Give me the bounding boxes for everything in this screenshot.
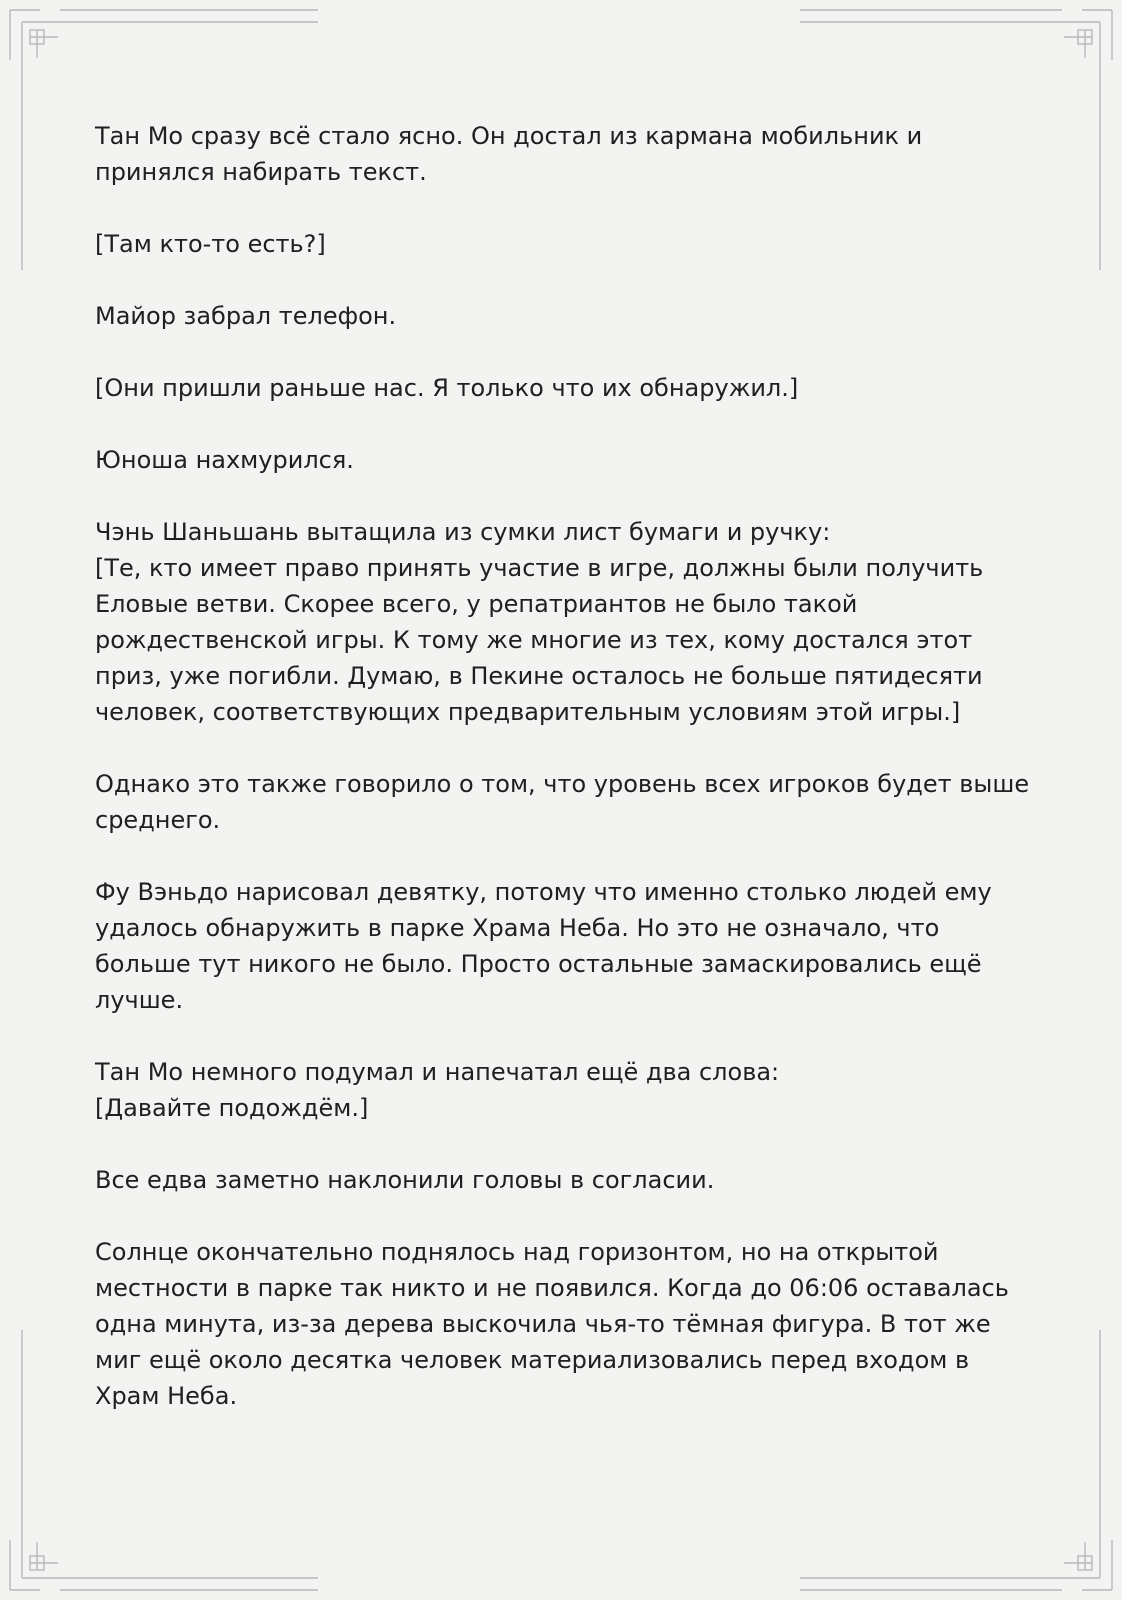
paragraph: Юноша нахмурился. [95, 446, 354, 474]
paragraph [95, 514, 1040, 730]
paragraph: [Они пришли раньше нас. Я только что их обнаружил.] [95, 374, 799, 402]
paragraph-line: Тан Мо немного подумал и напечатал ещё два слова: [95, 1058, 780, 1086]
paragraph-line: [Давайте подождём.] [95, 1094, 369, 1122]
paragraph [95, 1054, 1040, 1126]
paragraph: [Там кто-то есть?] [95, 230, 326, 258]
paragraph: Однако это также говорило о том, что уровень всех игроков будет выше среднего. [95, 770, 1030, 834]
paragraph: Фу Вэньдо нарисовал девятку, потому что именно столько людей ему удалось обнаружить в парке Храма Неба. Но это не означало, что больше тут никого не было. Просто остальные замаскировались ещё лучше. [95, 878, 992, 1014]
paragraph-line: [Те, кто имеет право принять участие в игре, должны были получить Еловые ветви. Скорее всего, у репатриантов не было такой рождественской игры. К тому же многие из тех, кому достался этот приз, уже погибли. Думаю, в Пекине осталось не больше пятидесяти человек, соответствующих предварительным условиям этой игры.] [95, 554, 984, 726]
paragraph: Тан Мо сразу всё стало ясно. Он достал из кармана мобильник и принялся набирать текст. [95, 122, 923, 186]
paragraph-line: Чэнь Шаньшань вытащила из сумки лист бумаги и ручку: [95, 518, 831, 546]
paragraph: Все едва заметно наклонили головы в согласии. [95, 1166, 715, 1194]
paragraph: Майор забрал телефон. [95, 302, 397, 330]
document-body [95, 118, 1040, 1450]
paragraph: Солнце окончательно поднялось над горизонтом, но на открытой местности в парке так никто и не появился. Когда до 06:06 оставалась одна минута, из-за дерева выскочила чья-то тёмная фигура. В тот же миг ещё около десятка человек материализовались перед входом в Храм Неба. [95, 1238, 1009, 1410]
